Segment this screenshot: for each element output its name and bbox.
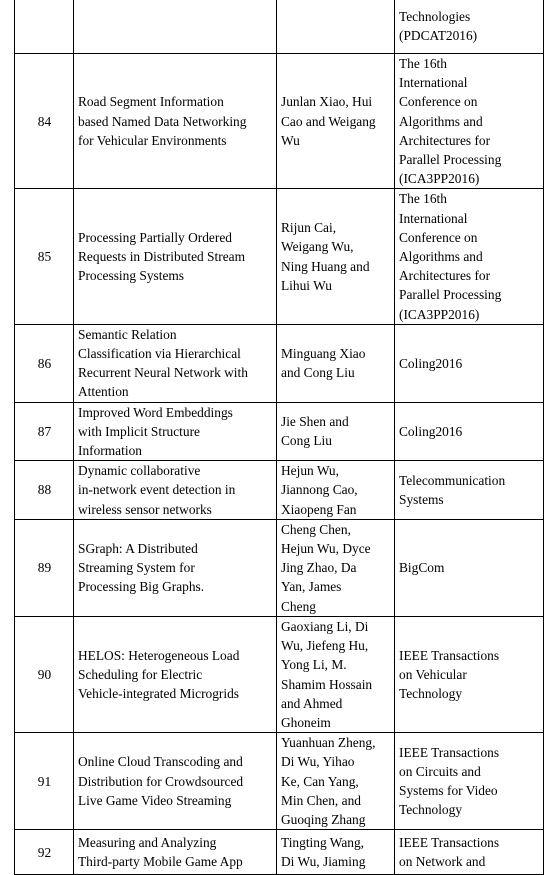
row-number-cell: 84 [15, 54, 74, 189]
venue-cell: The 16th International Conference on Algorithms and Architectures for Parallel Processing (ICA3PP2016) [395, 189, 544, 324]
venue-cell: Technologies (PDCAT2016) [395, 0, 544, 54]
paper-title-cell: Online Cloud Transcoding and Distribution for Crowdsourced Live Game Video Streaming [74, 733, 277, 830]
row-number-cell: 91 [15, 733, 74, 830]
publication-table-body [15, 0, 544, 875]
paper-title-cell: Processing Partially Ordered Requests in Distributed Stream Processing Systems [74, 189, 277, 324]
authors-cell: Yuanhuan Zheng, Di Wu, Yihao Ke, Can Yang, Min Chen, and Guoqing Zhang [277, 733, 395, 830]
paper-title-cell: HELOS: Heterogeneous Load Scheduling for Electric Vehicle-integrated Microgrids [74, 616, 277, 732]
paper-title-cell: Improved Word Embeddings with Implicit Structure Information [74, 402, 277, 461]
table-row [15, 54, 544, 189]
venue-cell: The 16th International Conference on Algorithms and Architectures for Parallel Processing (ICA3PP2016) [395, 54, 544, 189]
authors-cell: Jie Shen and Cong Liu [277, 402, 395, 461]
paper-title-cell: Road Segment Information based Named Data Networking for Vehicular Environments [74, 54, 277, 189]
authors-cell: Rijun Cai, Weigang Wu, Ning Huang and Lihui Wu [277, 189, 395, 324]
venue-cell: Telecommunication Systems [395, 461, 544, 520]
row-number-cell: 92 [15, 830, 74, 875]
authors-cell: Tingting Wang, Di Wu, Jiaming [277, 830, 395, 875]
row-number-cell: 89 [15, 519, 74, 616]
row-number-cell: 90 [15, 616, 74, 732]
venue-cell: BigCom [395, 519, 544, 616]
row-number-cell: 88 [15, 461, 74, 520]
table-row [15, 189, 544, 324]
authors-cell [277, 0, 395, 54]
table-row [15, 733, 544, 830]
table-row [15, 830, 544, 875]
authors-cell: Hejun Wu, Jiannong Cao, Xiaopeng Fan [277, 461, 395, 520]
row-number-cell: 86 [15, 324, 74, 402]
paper-title-cell [74, 0, 277, 54]
table-row [15, 616, 544, 732]
paper-title-cell: SGraph: A Distributed Streaming System for Processing Big Graphs. [74, 519, 277, 616]
venue-cell: IEEE Transactions on Circuits and Systems for Video Technology [395, 733, 544, 830]
authors-cell: Gaoxiang Li, Di Wu, Jiefeng Hu, Yong Li, M. Shamim Hossain and Ahmed Ghoneim [277, 616, 395, 732]
publication-table [14, 0, 544, 875]
paper-title-cell: Measuring and Analyzing Third-party Mobile Game App [74, 830, 277, 875]
row-number-cell [15, 0, 74, 54]
row-number-cell: 87 [15, 402, 74, 461]
authors-cell: Cheng Chen, Hejun Wu, Dyce Jing Zhao, Da Yan, James Cheng [277, 519, 395, 616]
venue-cell: Coling2016 [395, 402, 544, 461]
venue-cell: IEEE Transactions on Vehicular Technology [395, 616, 544, 732]
table-row [15, 461, 544, 520]
venue-cell: IEEE Transactions on Network and [395, 830, 544, 875]
paper-title-cell: Dynamic collaborative in-network event detection in wireless sensor networks [74, 461, 277, 520]
table-row [15, 402, 544, 461]
table-row [15, 519, 544, 616]
authors-cell: Minguang Xiao and Cong Liu [277, 324, 395, 402]
authors-cell: Junlan Xiao, Hui Cao and Weigang Wu [277, 54, 395, 189]
paper-title-cell: Semantic Relation Classification via Hierarchical Recurrent Neural Network with Attention [74, 324, 277, 402]
table-row [15, 324, 544, 402]
row-number-cell: 85 [15, 189, 74, 324]
table-row [15, 0, 544, 54]
venue-cell: Coling2016 [395, 324, 544, 402]
